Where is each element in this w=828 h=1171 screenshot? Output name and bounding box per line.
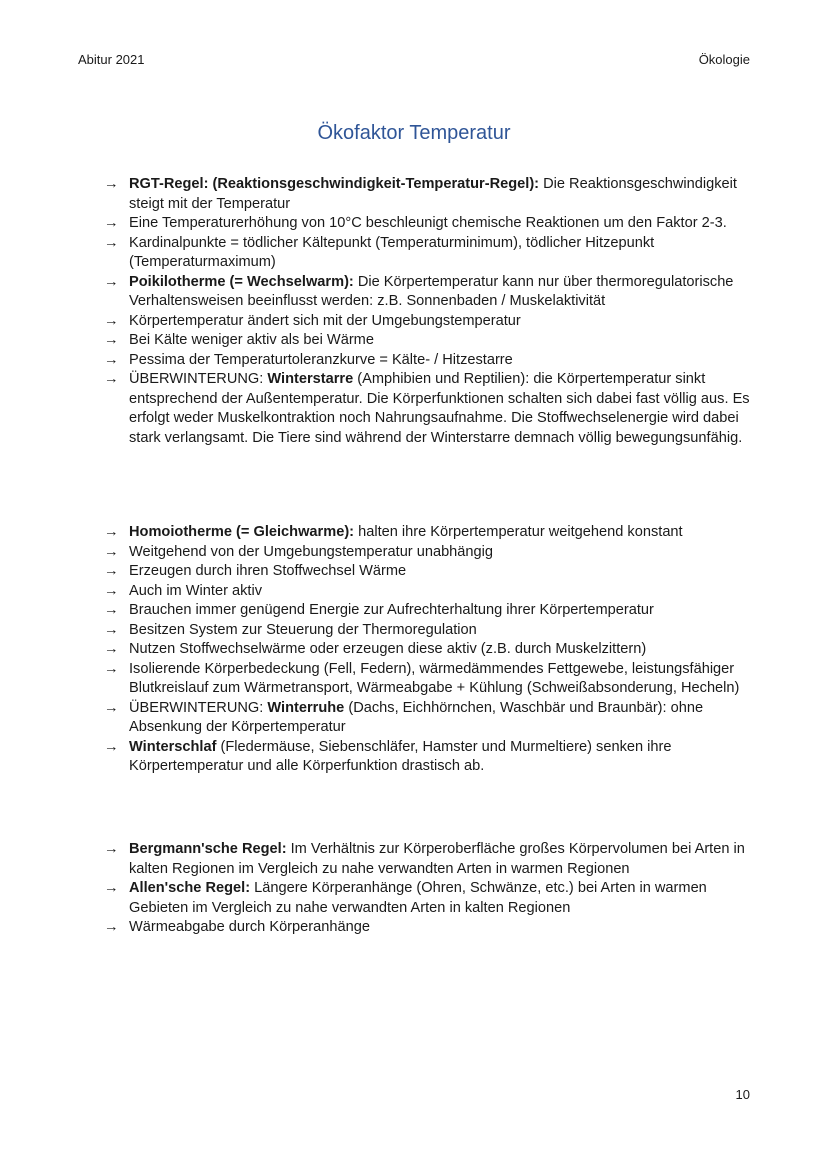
list-item — [104, 351, 754, 371]
arrow-right-icon: → — [104, 621, 119, 638]
item-text: Im Verhältnis zur Körperoberfläche großes Körpervolumen bei Arten in kalten Regionen im Vergleich zu nahe verwandten Arten in warmen Regionen — [129, 841, 745, 877]
arrow-right-icon: → — [104, 215, 119, 231]
item-text: Die Körpertemperatur kann nur über thermoregulatorische Verhaltensweisen beeinflusst werden: z.B. Sonnenbaden / Muskelaktivität — [129, 273, 734, 309]
arrow-right-icon: → — [104, 524, 119, 540]
list-item — [104, 621, 754, 641]
list-item — [104, 543, 754, 563]
arrow-right-icon: → — [104, 234, 119, 251]
item-term: Allen'sche Regel: — [129, 880, 251, 896]
item-text: Brauchen immer genügend Energie zur Aufrechterhaltung ihrer Körpertemperatur — [129, 602, 654, 618]
list-item — [104, 840, 754, 879]
arrow-right-icon: → — [104, 176, 119, 192]
arrow-right-icon: → — [104, 738, 119, 755]
header-left: Abitur 2021 — [78, 52, 145, 67]
arrow-right-icon: → — [104, 880, 119, 896]
list-item — [104, 234, 754, 273]
item-text: (Fledermäuse, Siebenschläfer, Hamster und Murmeltiere) senken ihre Körpertemperatur und alle Körperfunktion drastisch ab. — [129, 738, 672, 774]
page-header — [78, 52, 750, 70]
item-term: Winterruhe — [267, 699, 345, 716]
page-title: Ökofaktor Temperatur — [317, 122, 511, 144]
arrow-right-icon: → — [104, 371, 119, 387]
item-text: Eine Temperaturerhöhung von 10°C beschleunigt chemische Reaktionen um den Faktor 2-3. — [129, 215, 727, 231]
list-item — [104, 582, 754, 602]
item-text: Isolierende Körperbedeckung (Fell, Federn), wärmedämmendes Fettgewebe, leistungsfähiger Blutkreislauf zum Wärmetransport, Wärmeabgabe + Kühlung (Schweißabsonderung, Hecheln) — [129, 660, 740, 696]
arrow-right-icon: → — [104, 543, 119, 560]
list-item — [104, 738, 754, 777]
arrow-right-icon: → — [104, 312, 119, 329]
list-item — [104, 273, 754, 312]
arrow-right-icon: → — [104, 332, 119, 348]
arrow-right-icon: → — [104, 641, 119, 657]
list-item — [104, 523, 754, 543]
item-text: Wärmeabgabe durch Körperanhänge — [129, 919, 370, 935]
list-item — [104, 312, 754, 332]
item-term: Bergmann'sche Regel: — [129, 841, 287, 857]
list-item — [104, 214, 754, 234]
header-right: Ökologie — [698, 52, 750, 67]
item-text: Kardinalpunkte = tödlicher Kältepunkt (Temperaturminimum), tödlicher Hitzepunkt (Temperaturmaximum) — [129, 234, 655, 270]
list-item — [104, 370, 754, 448]
arrow-right-icon: → — [104, 660, 119, 677]
arrow-right-icon: → — [104, 699, 119, 716]
item-term: Homoiotherme (= Gleichwarme): — [129, 524, 355, 540]
item-text: Bei Kälte weniger aktiv als bei Wärme — [129, 332, 374, 348]
arrow-right-icon: → — [104, 351, 119, 368]
list-item — [104, 699, 754, 738]
item-text: Erzeugen durch ihren Stoffwechsel Wärme — [129, 563, 407, 579]
item-term: Poikilotherme (= Wechselwarm): — [129, 273, 354, 290]
item-text: Nutzen Stoffwechselwärme oder erzeugen diese aktiv (z.B. durch Muskelzittern) — [129, 641, 647, 657]
list-item — [104, 601, 754, 621]
item-prefix: ÜBERWINTERUNG: — [129, 699, 268, 716]
item-text: Die Reaktionsgeschwindigkeit steigt mit der Temperatur — [129, 176, 737, 212]
section-poikilotherm — [104, 175, 754, 448]
page-number: 10 — [735, 1087, 750, 1102]
item-text: halten ihre Körpertemperatur weitgehend konstant — [354, 524, 683, 540]
item-text: Längere Körperanhänge (Ohren, Schwänze, etc.) bei Arten in warmen Gebieten im Vergleich zu nahe verwandten Arten in kalten Regionen — [129, 880, 707, 916]
item-term: RGT-Regel: (Reaktionsgeschwindigkeit-Temperatur-Regel): — [129, 176, 540, 192]
item-term: Winterstarre — [267, 371, 354, 387]
list-item — [104, 331, 754, 351]
list-item — [104, 879, 754, 918]
list-item — [104, 918, 754, 938]
arrow-right-icon: → — [104, 919, 119, 935]
arrow-right-icon: → — [104, 273, 119, 290]
arrow-right-icon: → — [104, 582, 119, 599]
list-item — [104, 640, 754, 660]
list-item — [104, 562, 754, 582]
item-prefix: ÜBERWINTERUNG: — [129, 371, 268, 387]
list-item — [104, 660, 754, 699]
section-homoiotherm — [104, 523, 754, 777]
item-text: Weitgehend von der Umgebungstemperatur unabhängig — [129, 543, 494, 560]
item-text: (Amphibien und Reptilien): die Körpertemperatur sinkt entsprechend der Außentemperatur. Die Körperfunktionen schalten sich dabei fast völlig aus. Es erfolgt weder Muskelkontraktion noch Nahrungsaufnahme. Die Stoffwechselenergie wird dabei stark verlangsamt. Die Tiere sind während der Winterstarre demnach völlig bewegungsunfähig. — [129, 371, 750, 446]
item-text: Auch im Winter aktiv — [129, 582, 262, 599]
arrow-right-icon: → — [104, 841, 119, 857]
arrow-right-icon: → — [104, 563, 119, 579]
item-text: (Dachs, Eichhörnchen, Waschbär und Braunbär): ohne Absenkung der Körpertemperatur — [129, 699, 704, 735]
item-text: Körpertemperatur ändert sich mit der Umgebungstemperatur — [129, 312, 521, 329]
section-rules — [104, 840, 754, 938]
item-text: Besitzen System zur Steuerung der Thermoregulation — [129, 621, 477, 638]
list-item — [104, 175, 754, 214]
item-term: Winterschlaf — [129, 738, 217, 755]
item-text: Pessima der Temperaturtoleranzkurve = Kälte- / Hitzestarre — [129, 351, 513, 368]
arrow-right-icon: → — [104, 602, 119, 618]
